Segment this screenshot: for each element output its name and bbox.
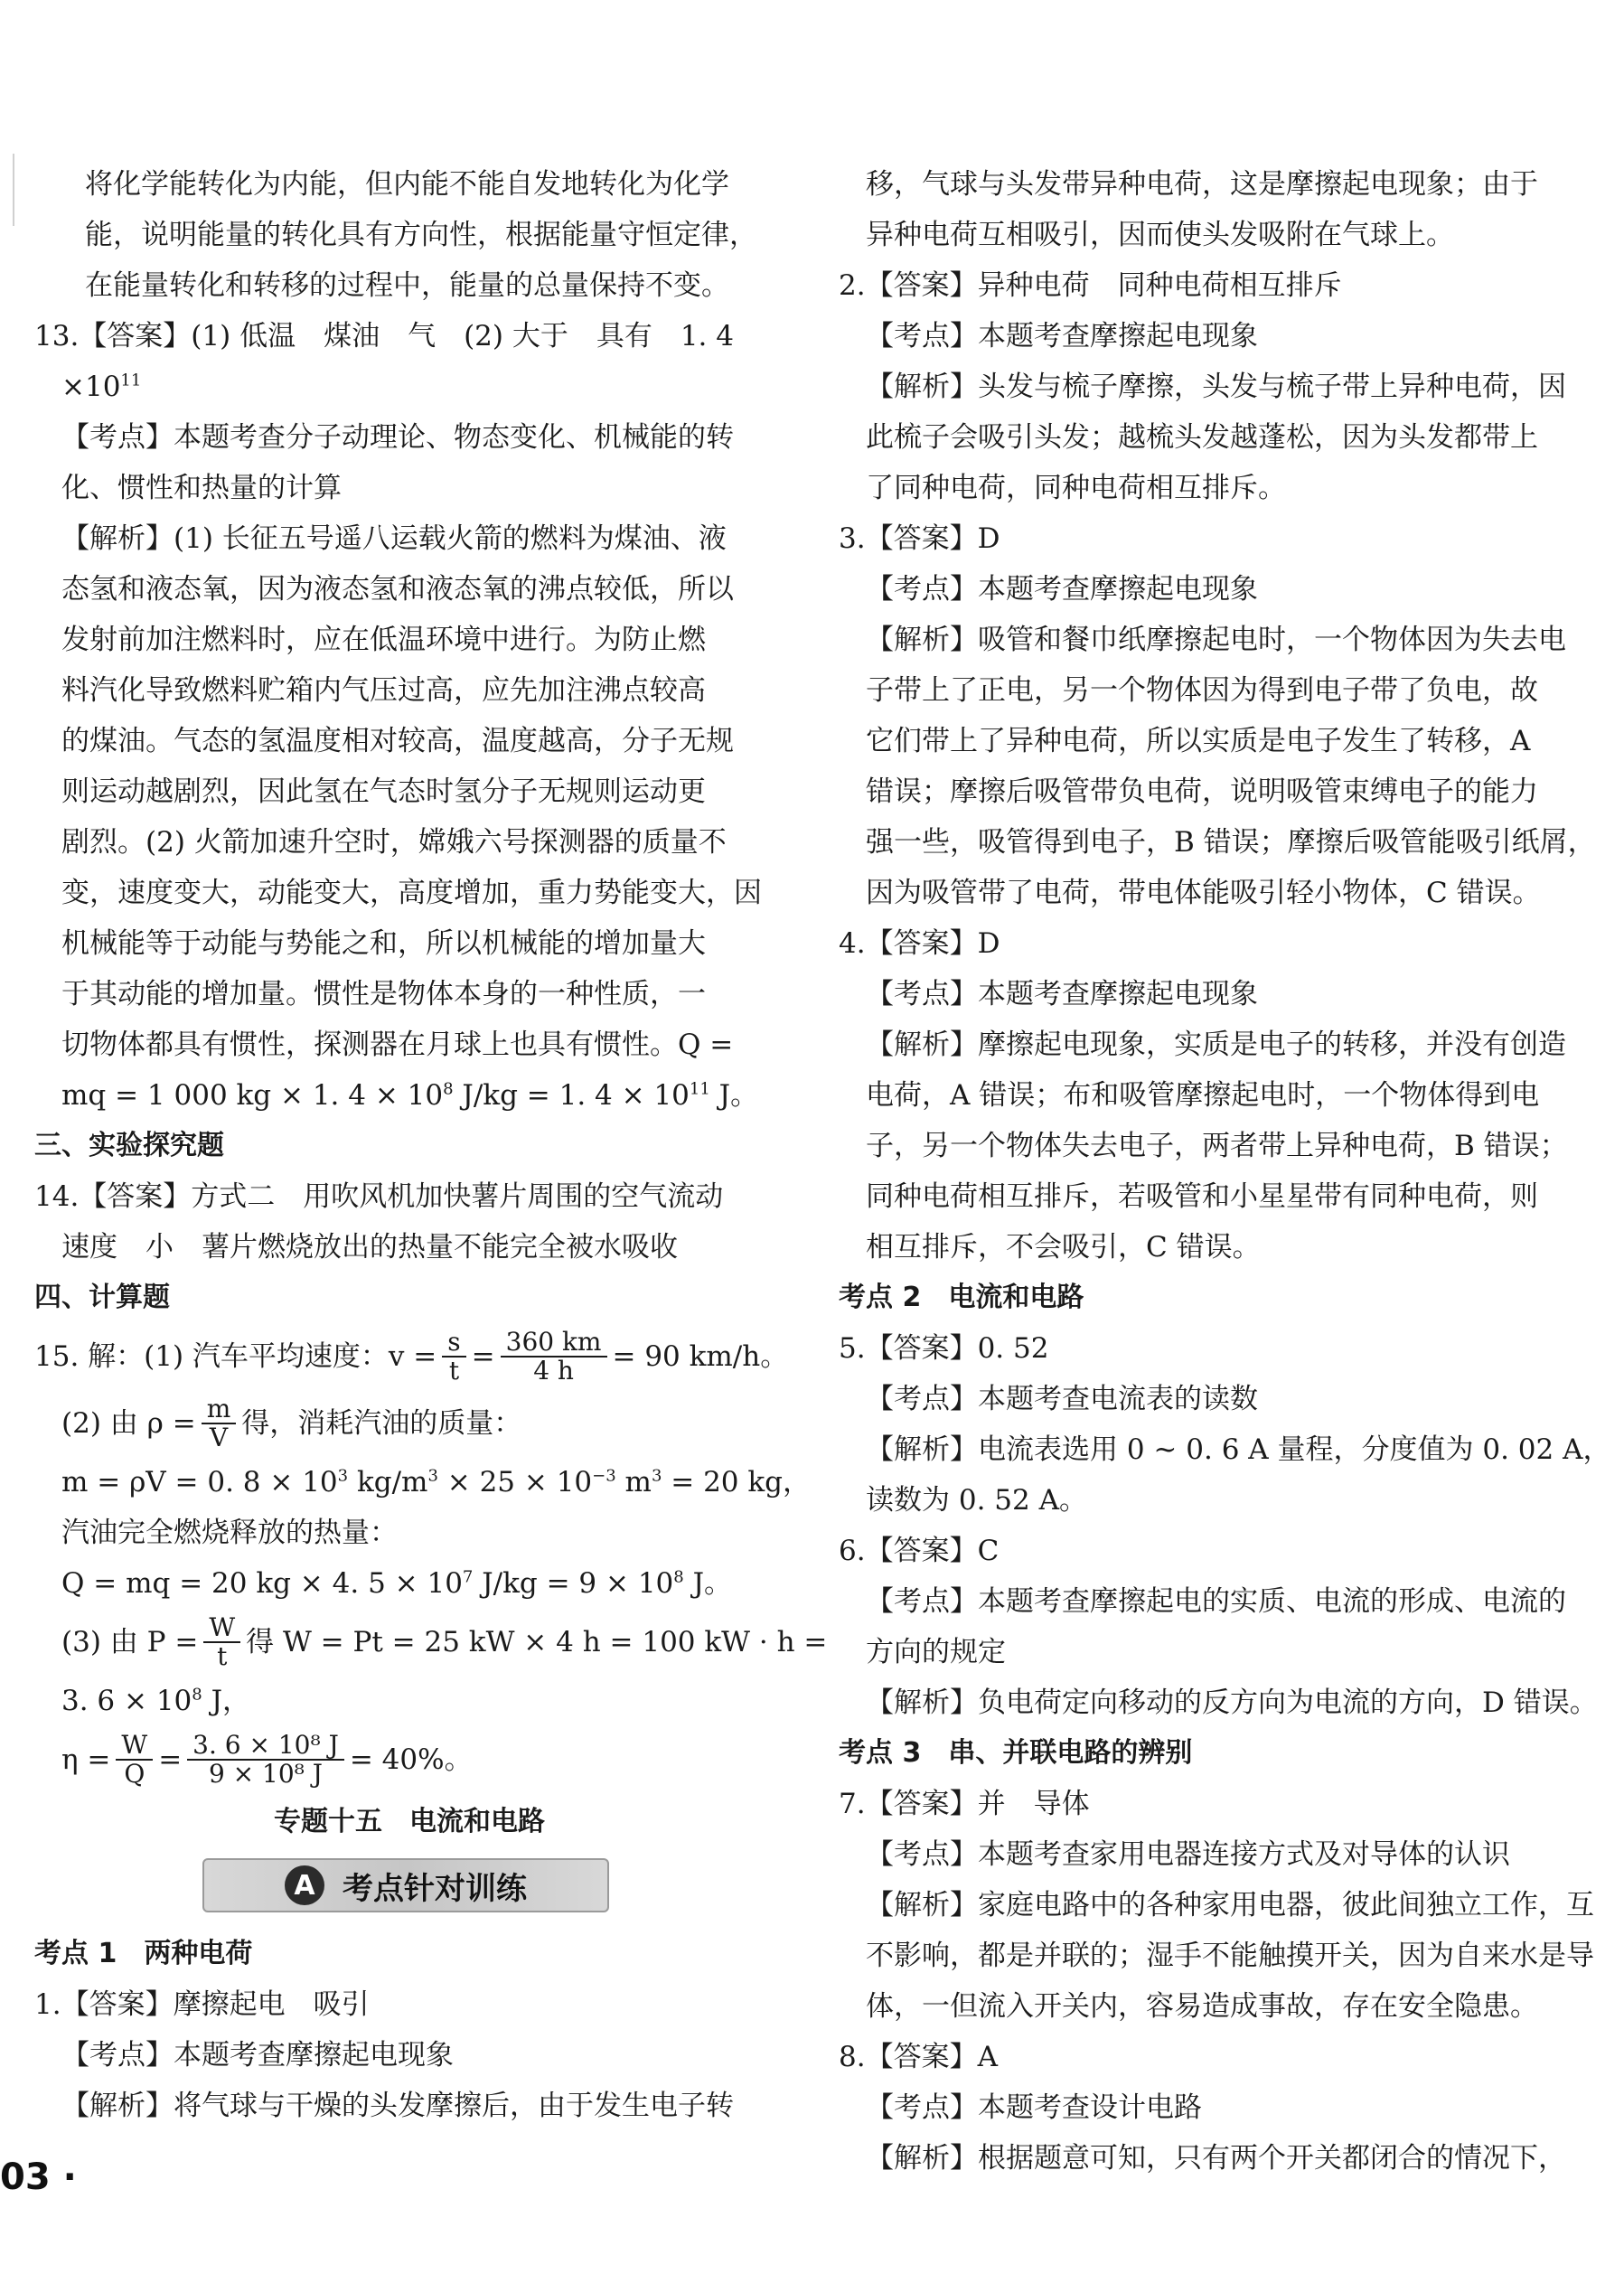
q13-answer-base: ×10 [61, 371, 121, 403]
q15-line-7 [34, 1676, 784, 1726]
text-line: 移，气球与头发带异种电荷，这是摩擦起电现象；由于 [866, 168, 1538, 201]
formula-part: = [158, 1743, 183, 1776]
numerator: s [442, 1329, 465, 1358]
formula-part: J， [202, 1685, 251, 1717]
denominator: V [209, 1423, 229, 1452]
q13-jiexi-formula [34, 1070, 784, 1121]
denominator: t [217, 1641, 228, 1671]
denominator: t [448, 1356, 460, 1386]
formula-exp: 8 [192, 1685, 202, 1705]
q15-line-5 [34, 1558, 784, 1609]
q1-answer: 1.【答案】摩擦起电 吸引 [34, 1988, 370, 2021]
q2-jiexi: 此梳子会吸引头发；越梳头发越蓬松，因为头发都带上 [866, 421, 1538, 454]
formula-part: η = [61, 1743, 111, 1776]
formula-exp: 3 [427, 1466, 438, 1486]
text-line: 能，说明能量的转化具有方向性，根据能量守恒定律， [85, 219, 757, 251]
q8-jiexi: 【解析】根据题意可知，只有两个开关都闭合的情况下， [866, 2142, 1566, 2175]
q6-answer: 6.【答案】C [839, 1535, 1000, 1567]
q14-answer-cont: 速度 小 薯片燃烧放出的热量不能完全被水吸收 [61, 1231, 678, 1264]
formula-exp: 8 [673, 1567, 684, 1587]
formula-exp: 8 [443, 1079, 454, 1099]
formula-part: = 40%。 [349, 1743, 473, 1776]
numerator: 3. 6 × 10⁸ J [187, 1732, 344, 1761]
q4-jiexi: 【解析】摩擦起电现象，实质是电子的转移，并没有创造 [866, 1029, 1566, 1061]
formula-part: mq = 1 000 kg × 1. 4 × 10 [61, 1079, 444, 1112]
formula-part: = 90 km/h。 [612, 1340, 789, 1373]
q4-jiexi: 相互排斥，不会吸引，C 错误。 [866, 1231, 1261, 1264]
formula-exp: 11 [689, 1079, 710, 1099]
q7-jiexi: 不影响，都是并联的；湿手不能触摸开关，因为自来水是导 [866, 1940, 1594, 1972]
q1-jiexi: 【解析】将气球与干燥的头发摩擦后，由于发生电子转 [61, 2090, 734, 2122]
margin-rule [13, 154, 14, 226]
q13-jiexi: 于其动能的增加量。惯性是物体本身的一种性质，一 [61, 978, 706, 1010]
formula-part: = 20 kg， [662, 1466, 812, 1499]
numerator: W [203, 1614, 240, 1643]
q3-jiexi: 错误；摩擦后吸管带负电荷，说明吸管束缚电子的能力 [866, 775, 1538, 808]
q3-jiexi: 子带上了正电，另一个物体因为得到电子带了负电，故 [866, 674, 1538, 707]
q13-jiexi: 则运动越剧烈，因此氢在气态时氢分子无规则运动更 [61, 775, 706, 808]
formula-part: × 25 × 10 [437, 1466, 593, 1499]
q13-jiexi: 剧烈。(2) 火箭加速升空时，嫦娥六号探测器的质量不 [61, 826, 727, 859]
q4-kaodian: 【考点】本题考查摩擦起电现象 [866, 978, 1258, 1010]
q15-line-2 [34, 1390, 784, 1457]
q2-jiexi: 了同种电荷，同种电荷相互排斥。 [866, 472, 1286, 504]
denominator: Q [124, 1759, 146, 1789]
kaodian-heading-2: 考点 2 电流和电路 [839, 1282, 1084, 1313]
q14-answer: 14.【答案】方式二 用吹风机加快薯片周围的空气流动 [34, 1180, 724, 1213]
q13-kaodian: 【考点】本题考查分子动理论、物态变化、机械能的转 [61, 421, 734, 454]
numerator: m [202, 1395, 237, 1424]
q4-jiexi: 子，另一个物体失去电子，两者带上异种电荷，B 错误； [866, 1130, 1568, 1162]
q7-answer: 7.【答案】并 导体 [839, 1788, 1090, 1820]
q15-line-4: 汽油完全燃烧释放的热量： [61, 1517, 398, 1549]
formula-part: (2) 由 ρ = [61, 1407, 196, 1440]
q5-kaodian: 【考点】本题考查电流表的读数 [866, 1383, 1258, 1415]
q3-jiexi: 它们带上了异种电荷，所以实质是电子发生了转移，A [866, 725, 1531, 757]
section-banner [202, 1858, 609, 1912]
formula-part: J。 [709, 1079, 759, 1112]
q13-jiexi: 机械能等于动能与势能之和，所以机械能的增加量大 [61, 927, 706, 960]
q13-jiexi: 态氢和液态氧，因为液态氢和液态氧的沸点较低，所以 [61, 573, 734, 606]
q13-jiexi: 发射前加注燃料时，应在低温环境中进行。为防止燃 [61, 624, 706, 656]
formula-part: 得 W = Pt = 25 kW × 4 h = 100 kW · h = [246, 1626, 828, 1658]
q6-kaodian: 方向的规定 [866, 1636, 1006, 1668]
formula-part: 3. 6 × 10 [61, 1685, 192, 1717]
q13-jiexi: 切物体都具有惯性，探测器在月球上也具有惯性。Q = [61, 1029, 734, 1061]
q6-jiexi: 【解析】负电荷定向移动的反方向为电流的方向，D 错误。 [866, 1686, 1598, 1719]
formula-part: m [615, 1466, 652, 1499]
formula-exp: −3 [592, 1466, 616, 1486]
q4-jiexi: 电荷，A 错误；布和吸管摩擦起电时，一个物体得到电 [866, 1079, 1540, 1112]
q5-answer: 5.【答案】0. 52 [839, 1332, 1049, 1365]
topic-title: 专题十五 电流和电路 [274, 1806, 545, 1837]
q1-kaodian: 【考点】本题考查摩擦起电现象 [61, 2039, 454, 2072]
q13-answer-exp: 11 [120, 371, 142, 390]
fraction [203, 1614, 240, 1670]
right-column [839, 159, 1611, 2184]
banner-badge-icon: A [285, 1865, 324, 1905]
q3-kaodian: 【考点】本题考查摩擦起电现象 [866, 573, 1258, 606]
formula-part: J/kg = 9 × 10 [473, 1567, 674, 1600]
q7-jiexi: 【解析】家庭电路中的各种家用电器，彼此间独立工作，互 [866, 1889, 1594, 1921]
q3-jiexi: 【解析】吸管和餐巾纸摩擦起电时，一个物体因为失去电 [866, 624, 1566, 656]
q13-answer: 13.【答案】(1) 低温 煤油 气 (2) 大于 具有 1. 4 [34, 320, 734, 352]
denominator: 9 × 10⁸ J [208, 1759, 324, 1789]
formula-part: 得，消耗汽油的质量： [241, 1407, 522, 1440]
q13-jiexi: 【解析】(1) 长征五号遥八运载火箭的燃料为煤油、液 [61, 522, 727, 555]
fraction [501, 1329, 607, 1385]
formula-exp: 3 [337, 1466, 349, 1486]
q15-line-3 [34, 1457, 812, 1508]
q8-answer: 8.【答案】A [839, 2041, 998, 2073]
page-number: 03 · [0, 2156, 77, 2198]
q4-answer: 4.【答案】D [839, 927, 1000, 960]
q2-answer: 2.【答案】异种电荷 同种电荷相互排斥 [839, 269, 1342, 302]
formula-part: = [471, 1340, 495, 1373]
q15-line-1 [34, 1323, 789, 1390]
formula-part: J/kg = 1. 4 × 10 [453, 1079, 690, 1112]
formula-part: 15. 解：(1) 汽车平均速度：v = [34, 1340, 437, 1373]
fraction [202, 1395, 237, 1452]
text-line: 在能量转化和转移的过程中，能量的总量保持不变。 [85, 269, 729, 302]
fraction [187, 1732, 344, 1788]
q13-jiexi: 的煤油。气态的氢温度相对较高，温度越高，分子无规 [61, 725, 734, 757]
q13-jiexi: 料汽化导致燃料贮箱内气压过高，应先加注沸点较高 [61, 674, 706, 707]
q5-jiexi: 读数为 0. 52 A。 [866, 1484, 1087, 1517]
formula-part: kg/m [348, 1466, 428, 1499]
q13-kaodian: 化、惯性和热量的计算 [61, 472, 342, 504]
q15-line-6 [34, 1609, 828, 1676]
text-line: 将化学能转化为内能，但内能不能自发地转化为化学 [85, 168, 729, 201]
kaodian-heading-1: 考点 1 两种电荷 [34, 1938, 253, 1969]
q13-jiexi: 变，速度变大，动能变大，高度增加，重力势能变大，因 [61, 877, 762, 909]
q15-line-8 [34, 1726, 784, 1793]
banner-text: 考点针对训练 [343, 1870, 527, 1907]
formula-exp: 7 [462, 1567, 474, 1587]
section-heading-4: 四、计算题 [34, 1282, 170, 1313]
formula-exp: 3 [651, 1466, 662, 1486]
q3-jiexi: 强一些，吸管得到电子，B 错误；摩擦后吸管能吸引纸屑， [866, 826, 1596, 859]
q2-jiexi: 【解析】头发与梳子摩擦，头发与梳子带上异种电荷，因 [866, 371, 1566, 403]
left-column [34, 159, 828, 2131]
q7-kaodian: 【考点】本题考查家用电器连接方式及对导体的认识 [866, 1838, 1510, 1871]
denominator: 4 h [533, 1356, 574, 1386]
q6-kaodian: 【考点】本题考查摩擦起电的实质、电流的形成、电流的 [866, 1585, 1566, 1618]
q7-jiexi: 体，一但流入开关内，容易造成事故，存在安全隐患。 [866, 1990, 1538, 2023]
formula-part: m = ρV = 0. 8 × 10 [61, 1466, 338, 1499]
kaodian-heading-3: 考点 3 串、并联电路的辨别 [839, 1737, 1193, 1769]
q2-kaodian: 【考点】本题考查摩擦起电现象 [866, 320, 1258, 352]
numerator: W [116, 1732, 153, 1761]
formula-part: (3) 由 P = [61, 1626, 199, 1658]
numerator: 360 km [501, 1329, 607, 1358]
fraction [442, 1329, 465, 1385]
q3-jiexi: 因为吸管带了电荷，带电体能吸引轻小物体，C 错误。 [866, 877, 1541, 909]
fraction [116, 1732, 153, 1788]
text-line: 异种电荷互相吸引，因而使头发吸附在气球上。 [866, 219, 1454, 251]
q13-answer-cont [34, 362, 784, 412]
section-heading-3: 三、实验探究题 [34, 1130, 224, 1161]
q8-kaodian: 【考点】本题考查设计电路 [866, 2091, 1202, 2124]
formula-part: Q = mq = 20 kg × 4. 5 × 10 [61, 1567, 463, 1600]
formula-part: J。 [683, 1567, 732, 1600]
q5-jiexi: 【解析】电流表选用 0 ~ 0. 6 A 量程，分度值为 0. 02 A， [866, 1433, 1611, 1466]
q3-answer: 3.【答案】D [839, 522, 1000, 555]
q4-jiexi: 同种电荷相互排斥，若吸管和小星星带有同种电荷，则 [866, 1180, 1538, 1213]
